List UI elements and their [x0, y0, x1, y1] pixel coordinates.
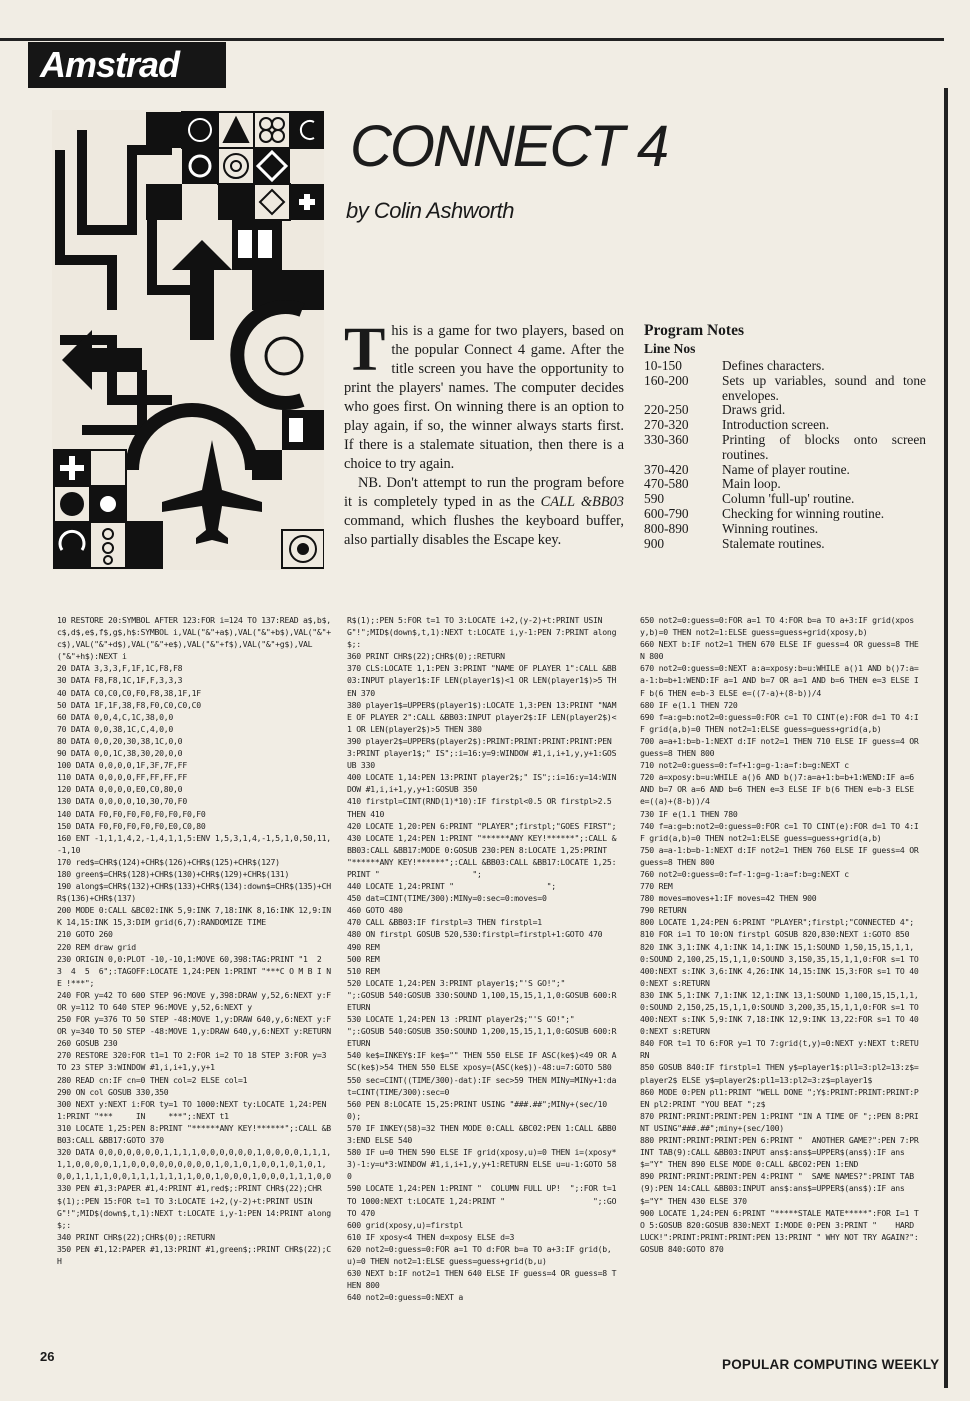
- note-row: 590 Column 'full-up' routine.: [644, 491, 855, 507]
- note-row: 10-150 Defines characters.: [644, 358, 825, 373]
- line-nos-heading: Line Nos: [644, 341, 696, 356]
- inline-command: CALL &BB03: [540, 494, 624, 510]
- dropcap: T: [344, 316, 386, 384]
- right-border-rule: [944, 88, 948, 1388]
- program-listing-column-3: 650 not2=0:guess=0:FOR a=1 TO 4:FOR b=a TO a+3:IF grid(xposy,b)=0 THEN not2=1:ELSE guess=guess+grid(xposy,b) 660 NEXT b:IF not2=1 THEN 670 ELSE IF guess=4 OR guess=8 THEN 800 670 not2=0:guess=0:NEXT a:a=xposy:b=u:WHILE a()1 AND b()7:a=a-1:b=b+1:WEND:IF a=1 AND b=7 OR a=1 AND b=6 THEN e=3 ELSE IF b(6 THEN e=b-3 ELSE e=((7-a)+(8-b))/4 680 IF e(1.1 THEN 720 690 f=a:g=b:not2=0:guess=0:FOR c=1 TO CINT(e):FOR d=1 TO 4:IF grid(a,b)=0 THEN not2=1:ELSE guess=guess+grid(a,b) 700 a=a+1:b=b-1:NEXT d:IF not2=1 THEN 710 ELSE IF guess=4 OR guess=8 THEN 800 710 not2=0:guess=0:f=f+1:g=g-1:a=f:b=g:NEXT c 720 a=xposy:b=u:WHILE a()6 AND b()7:a=a+1:b=b+1:WEND:IF a=6 AND b=7 OR a=6 AND b=6 THEN e=3 ELSE IF b(6 THEN e=b-3 ELSE e=((a)+(8-b))/4 730 IF e(1.1 THEN 780 740 f=a:g=b:not2=0:guess=0:FOR c=1 TO CINT(e):FOR d=1 TO 4:IF grid(a,b)=0 THEN not2=1:ELSE guess=guess+grid(a,b) 750 a=a-1:b=b-1:NEXT d:IF not2=1 THEN 760 ELSE IF guess=4 OR guess=8 THEN 800 760 not2=0:guess=0:f=f-1:g=g-1:a=f:b=g:NEXT c 770 REM 780 moves=moves+1:IF moves=42 THEN 900 790 RETURN 800 LOCATE 1,24:PEN 6:PRINT "PLAYER";firstpl;"CONNECTED 4"; 810 FOR i=1 TO 10:ON firstpl GOSUB 820,830:NEXT i:GOTO 850 820 INK 3,1:INK 4,1:INK 14,1:INK 15,1:SOUND 1,50,15,15,1,1,0:SOUND 2,100,25,15,1,1,0:SOUND 3,150,35,15,1,1,0:FOR s=1 TO 400:NEXT s:INK 3,6:INK 4,26:INK 14,15:INK 15,3:FOR s=1 TO 400:NEXT s:RETURN 830 INK 5,1:INK 7,1:INK 12,1:INK 13,1:SOUND 1,100,15,15,1,1,0:SOUND 2,150,25,15,1,1,0:SOUND 3,200,35,15,1,1,0:FOR s=1 TO 400:NEXT s:INK 5,9:INK 7,18:INK 12,9:INK 13,22:FOR s=1 TO 400:NEXT s:RETURN 840 FOR t=1 TO 6:FOR y=1 TO 7:grid(t,y)=0:NEXT y:NEXT t:RETURN 850 GOSUB 840:IF firstpl=1 THEN y$=player1$:pl1=3:pl2=13:z$=player2$ ELSE y$=player2$:pl1=13:pl2=3:z$=player1$ 860 MODE 0:PEN pl1:PRINT "WELL DONE ";Y$:PRINT:PRINT:PRINT:PEN pl2:PRINT "YOU BEAT ";z$ 870 PRINT:PRINT:PRINT:PEN 1:PRINT "IN A TIME OF ";:PEN 8:PRINT USING"###.##";miny+(sec/100) 880 PRINT:PRINT:PRINT:PEN 6:PRINT " ANOTHER GAME?":PEN 7:PRINT TAB(9):CALL &BB03:INPUT ans$:ans$=UPPER$(ans$):IF ans$="Y" THEN 890 ELSE MODE 0:CALL &BC02:PEN 1:END 890 PRINT:PRINT:PRINT:PEN 4:PRINT " SAME NAMES?":PRINT TAB(9):PEN 14:CALL &BB03:INPUT ans$:ans$=UPPER$(ans$):IF ans$="Y" THEN 430 ELSE 370 900 LOCATE 1,24:PEN 6:PRINT "*****STALE MATE*****":FOR I=1 TO 5:GOSUB 820:GOSUB 830:NEXT I:MODE 0:PEN 3:PRINT " HARD LUCK!":PRINT:PRINT:PRINT:PEN 13:PRINT " WHY NOT TRY AGAIN?":GOSUB 840:GOTO 870: [640, 615, 919, 1254]
- note-row: 160-200 Sets up variables, sound and tone envelopes.: [644, 372, 926, 403]
- program-listing-column-2: R$(1);:PEN 5:FOR t=1 TO 3:LOCATE i+2,(y-2)+t:PRINT USING"!";MID$(down$,t,1):NEXT t:LOCATE i,y-1:PEN 7:PRINT along$;: 360 PRINT CHR$(22);CHR$(0);:RETURN 370 CLS:LOCATE 1,1:PEN 3:PRINT "NAME OF PLAYER 1":CALL &BB03:INPUT player1$:IF LEN(player1$)<1 OR LEN(player1$)>5 THEN 370 380 player1$=UPPER$(player1$):LOCATE 1,3:PEN 13:PRINT "NAME OF PLAYER 2":CALL &BB03:INPUT player2$:IF LEN(player2$)<1 OR LEN(player2$)>5 THEN 380 390 player2$=UPPER$(player2$):PRINT:PRINT:PRINT:PRINT:PEN 3:PRINT player1$;" IS";:i=16:y=9:WINDOW #1,i,i+1,y,y+1:GOSUB 330 400 LOCATE 1,14:PEN 13:PRINT player2$;" IS";:i=16:y=14:WINDOW #1,i,i+1,y,y+1:GOSUB 350 410 firstpl=CINT(RND(1)*10):IF firstpl<0.5 OR firstpl>2.5 THEN 410 420 LOCATE 1,20:PEN 6:PRINT "PLAYER";firstpl;"GOES FIRST"; 430 LOCATE 1,24:PEN 1:PRINT "******ANY KEY!******";:CALL &BB03:CALL &BB17:MODE 0:GOSUB 230:PEN 8:LOCATE 1,25:PRINT "******ANY KEY!******";:CALL &BB03:CALL &BB17:LOCATE 1,25:PRINT " "; 440 LOCATE 1,24:PRINT " "; 450 dat=CINT(TIME/300):MINy=0:sec=0:moves=0 460 GOTO 480 470 CALL &BB03:IF firstpl=3 THEN firstpl=1 480 ON firstpl GOSUB 520,530:firstpl=firstpl+1:GOTO 470 490 REM 500 REM 510 REM 520 LOCATE 1,24:PEN 3:PRINT player1$;"'S GO!";" ";:GOSUB 540:GOSUB 330:SOUND 1,100,15,15,1,1,0:GOSUB 600:RETURN 530 LOCATE 1,24:PEN 13 :PRINT player2$;"'S GO!";" ";:GOSUB 540:GOSUB 350:SOUND 1,200,15,15,1,1,0:GOSUB 600:RETURN 540 ke$=INKEY$:IF ke$="" THEN 550 ELSE IF ASC(ke$)<49 OR ASC(ke$)>54 THEN 550 ELSE xposy=(ASC(ke$))-48:u=7:GOTO 580 550 sec=CINT((TIME/300)-dat):IF sec>59 THEN MINy=MINy+1:dat=CINT(TIME/300):sec=0 560 PEN 8:LOCATE 15,25:PRINT USING "###.##";MINy+(sec/100); 570 IF INKEY(58)=32 THEN MODE 0:CALL &BC02:PEN 1:CALL &BB03:END ELSE 540 580 IF u=0 THEN 590 ELSE IF grid(xposy,u)=0 THEN i=(xposy*3)-1:y=u*3:WINDOW #1,i,i+1,y,y+1:RETURN ELSE u=u-1:GOTO 580 590 LOCATE 1,24:PEN 1:PRINT " COLUMN FULL UP! ";:FOR t=1 TO 1000:NEXT t:LOCATE 1,24:PRINT " ";:GOTO 470 600 grid(xposy,u)=firstpl 610 IF xposy<4 THEN d=xposy ELSE d=3 620 not2=0:guess=0:FOR a=1 TO d:FOR b=a TO a+3:IF grid(b,u)=0 THEN not2=1:ELSE guess=guess+grid(b,u) 630 NEXT b:IF not2=1 THEN 640 ELSE IF guess=4 OR guess=8 THEN 800 640 not2=0:guess=0:NEXT a: [347, 615, 617, 1303]
- page-number: 26: [40, 1349, 55, 1364]
- top-rule: [0, 38, 944, 41]
- article-title: CONNECT 4: [350, 114, 668, 179]
- program-notes-title: Program Notes: [644, 322, 745, 339]
- program-notes: [644, 322, 926, 551]
- magazine-name: POPULAR COMPUTING WEEKLY: [722, 1357, 940, 1372]
- program-listing-column-1: 10 RESTORE 20:SYMBOL AFTER 123:FOR i=124 TO 137:READ a$,b$,c$,d$,e$,f$,g$,h$:SYMBOL i,VAL("&"+a$),VAL("&"+b$),VAL("&"+c$),VAL("&"+d$),VAL("&"+e$),VAL("&"+f$),VAL("&"+g$),VAL("&"+h$):NEXT i 20 DATA 3,3,3,F,1F,1C,F8,F8 30 DATA F8,F8,1C,1F,F,3,3,3 40 DATA C0,C0,C0,F0,F8,38,1F,1F 50 DATA 1F,1F,38,F8,F0,C0,C0,C0 60 DATA 0,0,4,C,1C,38,0,0 70 DATA 0,0,38,1C,C,4,0,0 80 DATA 0,0,20,30,38,1C,0,0 90 DATA 0,0,1C,38,30,20,0,0 100 DATA 0,0,0,0,1F,3F,7F,FF 110 DATA 0,0,0,0,FF,FF,FF,FF 120 DATA 0,0,0,0,E0,C0,80,0 130 DATA 0,0,0,0,10,30,70,F0 140 DATA F0,F0,F0,F0,F0,F0,F0,F0 150 DATA F0,F0,F0,F0,F0,E0,C0,80 160 ENT -1,1,1,4,2,-1,4,1,1,5:ENV 1,5,3,1,4,-1,5,1,0,50,11,-1,10 170 red$=CHR$(124)+CHR$(126)+CHR$(125)+CHR$(127) 180 green$=CHR$(128)+CHR$(130)+CHR$(129)+CHR$(131) 190 along$=CHR$(132)+CHR$(133)+CHR$(134):down$=CHR$(135)+CHR$(136)+CHR$(137) 200 MODE 0:CALL &BC02:INK 5,9:INK 7,18:INK 8,16:INK 12,9:INK 14,15:INK 15,3:DIM grid(6,7):RANDOMIZE TIME 210 GOTO 260 220 REM draw grid 230 ORIGIN 0,0:PLOT -10,-10,1:MOVE 60,398:TAG:PRINT "1 2 3 4 5 6";:TAGOFF:LOCATE 1,24:PEN 1:PRINT "***C O M B I N E !***"; 240 FOR y=42 TO 600 STEP 96:MOVE y,398:DRAW y,52,6:NEXT y:FOR y=112 TO 640 STEP 96:MOVE y,52,6:NEXT y 250 FOR y=376 TO 50 STEP -48:MOVE 1,y:DRAW 640,y,6:NEXT y:FOR y=340 TO 50 STEP -48:MOVE 1,y:DRAW 640,y,6:NEXT y:RETURN 260 GOSUB 230 270 RESTORE 320:FOR t1=1 TO 2:FOR i=2 TO 18 STEP 3:FOR y=3 TO 23 STEP 3:WINDOW #1,i,i+1,y,y+1 280 READ cn:IF cn=0 THEN col=2 ELSE col=1 290 ON col GOSUB 330,350 300 NEXT y:NEXT i:FOR ty=1 TO 1000:NEXT ty:LOCATE 1,24:PEN 1:PRINT "*** IN ***";:NEXT t1 310 LOCATE 1,25:PEN 8:PRINT "******ANY KEY!******";:CALL &BB03:CALL &BB17:GOTO 370 320 DATA 0,0,0,0,0,0,0,1,1,1,1,0,0,0,0,0,0,1,0,0,0,0,1,1,1,1,1,0,0,0,0,1,1,0,0,0,0,0,0,0,0,0,1,0,1,0,1,0,0,1,0,1,0,1,0,0,1,1,1,1,0,0,1,1,1,1,1,1,1,0,0,1,0,0,0,1,0,0,0,1,1,1,0,0 330 PEN #1,3:PAPER #1,4:PRINT #1,red$;:PRINT CHR$(22);CHR$(1);:PEN 15:FOR t=1 TO 3:LOCATE i+2,(y-2)+t:PRINT USING"!";MID$(down$,t,1):NEXT t:LOCATE i,y-1:PEN 14:PRINT along$;: 340 PRINT CHR$(22);CHR$(0);:RETURN 350 PEN #1,12:PAPER #1,13:PRINT #1,green$;:PRINT CHR$(22);CH: [57, 615, 331, 1266]
- note-row: 270-320 Introduction screen.: [644, 417, 830, 433]
- intro-paragraph-2: NB. Don't attempt to run the program before it is completely typed in as the CALL &BB03 command, which flushes the keyboard buffer, also partially disables the Escape key.: [344, 475, 624, 548]
- note-row: 600-790 Checking for winning routine.: [644, 505, 885, 521]
- note-row: 470-580 Main loop.: [644, 476, 781, 492]
- section-brand: Amstrad: [28, 42, 226, 88]
- note-row: 800-890 Winning routines.: [644, 520, 819, 536]
- intro-paragraph-1: This is a game for two players, based on the popular Connect 4 game. After the title screen you have the opportunity to print the players' names. The computer decides who goes first. On winning there is an option to play again, if so, the winner always starts first. If there is a stalemate situation, then there is a choice to try again.: [344, 316, 624, 472]
- note-row: 370-420 Name of player routine.: [644, 461, 850, 477]
- intro-text: [344, 316, 624, 550]
- connect4-artwork: [52, 110, 324, 570]
- note-row: 220-250 Draws grid.: [644, 402, 786, 418]
- article-byline: by Colin Ashworth: [346, 198, 514, 223]
- note-row: 900 Stalemate routines.: [644, 535, 825, 551]
- icon-tiles-top: [182, 112, 324, 148]
- note-row: 330-360 Printing of blocks onto screen routines.: [644, 431, 926, 462]
